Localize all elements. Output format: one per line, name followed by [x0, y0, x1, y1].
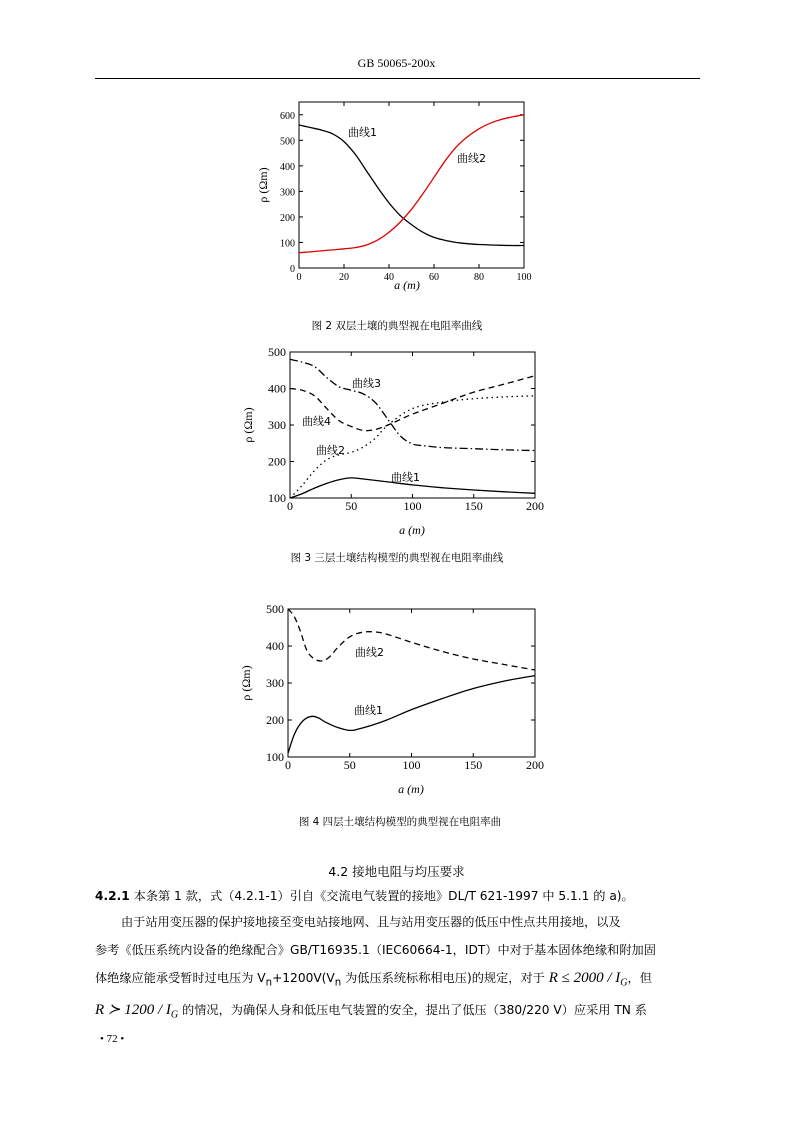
y-tick-label: 500: [268, 345, 286, 359]
series-line-1: [288, 676, 535, 754]
x-tick-label: 100: [403, 499, 422, 513]
x-tick-label: 50: [343, 758, 356, 772]
figure-caption: 图 3 三层土壤结构模型的典型视在电阻率曲线: [290, 552, 504, 564]
subscript: n: [334, 977, 342, 989]
series-line-2: [288, 609, 535, 670]
y-tick-label: 400: [266, 639, 284, 653]
paragraph-4-2-1: [95, 888, 705, 904]
math-inequality: R ≻ 1200 / I: [95, 1002, 171, 1018]
text-run: ，但: [627, 971, 652, 985]
y-tick-label: 400: [268, 381, 286, 396]
y-tick-label: 300: [280, 187, 295, 199]
x-tick-label: 20: [339, 272, 349, 283]
text-run: 体绝缘应能承受暂时过电压为 V: [95, 971, 266, 985]
series-group: [288, 609, 535, 753]
x-tick-label: 80: [474, 272, 484, 283]
x-tick-label: 150: [464, 758, 483, 772]
x-tick-label: 200: [526, 499, 544, 513]
math-inequality: R ≤ 2000 / I: [548, 970, 621, 986]
x-tick-label: 150: [464, 499, 483, 513]
paragraph-line-2: 参考《低压系统内设备的绝缘配合》GB/T16935.1（IEC60664-1，IDT）中对于基本固体绝缘和附加固: [95, 943, 656, 957]
section-title: 4.2 接地电阻与均压要求: [328, 864, 465, 879]
figure-caption: 图 4 四层土壤结构模型的典型视在电阻率曲: [298, 816, 502, 828]
y-tick-label: 300: [268, 418, 286, 432]
y-tick-label: 200: [268, 454, 286, 469]
x-axis-label: a (m): [399, 523, 425, 537]
clause-text: 本条第 1 款，式（4.2.1-1）引自《交流电气装置的接地》DL/T 621-1997 中 5.1.1 的 a)。: [129, 889, 634, 903]
x-tick-label: 100: [516, 272, 532, 283]
subscript: n: [265, 977, 273, 989]
header-code: GB 50065-200x: [357, 56, 436, 70]
y-axis-label: ρ (Ωm): [256, 167, 270, 203]
series-label-2: 曲线2: [355, 646, 384, 659]
y-tick-label: 200: [266, 713, 284, 727]
series-label-1: 曲线1: [391, 471, 420, 484]
y-axis-label: ρ (Ωm): [239, 665, 253, 701]
x-tick-label: 100: [402, 758, 421, 772]
series-label-4: 曲线4: [302, 415, 331, 428]
series-label-3: 曲线3: [352, 377, 381, 390]
figure-caption: 图 2 双层土壤的典型视在电阻率曲线: [311, 320, 483, 332]
math-subscript: G: [620, 977, 628, 989]
paragraph-line-3: [95, 970, 705, 991]
page-number: • 72 •: [100, 1033, 125, 1045]
x-tick-label: 40: [384, 272, 394, 283]
series-label-2: 曲线2: [457, 152, 486, 165]
x-tick-label: 0: [296, 272, 302, 283]
y-axis-label: ρ (Ωm): [241, 407, 255, 443]
x-tick-label: 50: [345, 499, 358, 513]
y-tick-label: 100: [266, 750, 284, 764]
x-tick-label: 60: [429, 272, 439, 283]
math-subscript: G: [170, 1009, 179, 1021]
y-tick-label: 200: [280, 212, 295, 224]
y-tick-label: 600: [280, 110, 295, 122]
y-tick-label: 500: [280, 136, 295, 148]
y-tick-label: 0: [290, 264, 295, 275]
x-axis-label: a (m): [394, 278, 420, 292]
x-axis-label: a (m): [398, 782, 424, 796]
series-label-1: 曲线1: [348, 126, 377, 139]
text-run: +1200V(V: [272, 971, 335, 985]
x-tick-label: 0: [287, 499, 293, 513]
series-label-2: 曲线2: [316, 444, 345, 457]
series-label-1: 曲线1: [354, 704, 383, 717]
text-run: 为低压系统标称相电压)的规定，对于: [341, 971, 549, 985]
y-tick-label: 300: [266, 676, 284, 690]
paragraph-line-1: 由于站用变压器的保护接地接至变电站接地网、且与站用变压器的低压中性点共用接地，以及: [121, 915, 621, 929]
y-tick-label: 100: [280, 238, 295, 250]
text-run: 的情况，为确保人身和低压电气装置的安全，提出了低压（380/220 V）应采用 TN 系: [178, 1003, 647, 1017]
paragraph-line-4: [95, 1002, 705, 1023]
axes-group: [266, 602, 544, 772]
x-tick-label: 0: [285, 758, 291, 772]
x-tick-label: 200: [526, 758, 544, 772]
clause-number: 4.2.1: [95, 889, 130, 903]
y-tick-label: 500: [266, 602, 284, 616]
y-tick-label: 100: [268, 491, 286, 505]
y-tick-label: 400: [280, 161, 295, 173]
